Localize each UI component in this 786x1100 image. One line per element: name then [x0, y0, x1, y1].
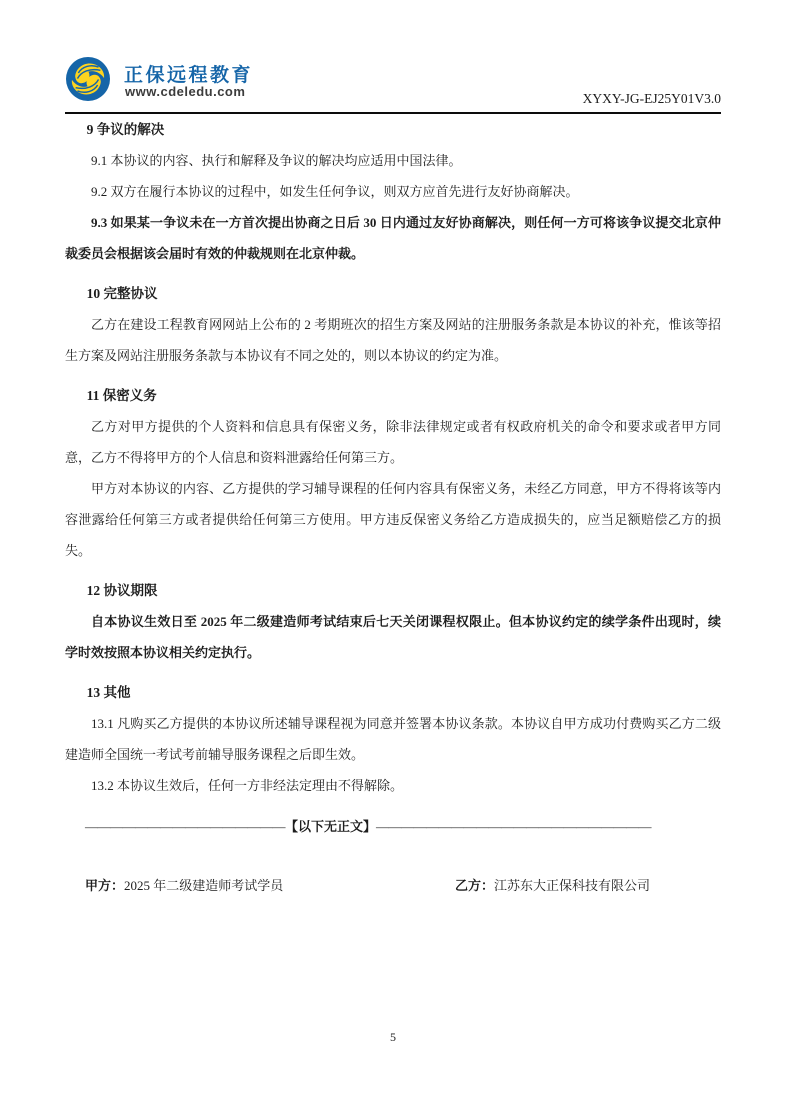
end-marker-label: 【以下无正文】 [285, 819, 377, 834]
section-10-entire-agreement [65, 278, 721, 371]
party-b-label: 乙方： [455, 878, 495, 893]
page-number: 5 [390, 1030, 396, 1044]
end-marker-right-dashes: —————————————————————— [376, 819, 652, 834]
signature-block [65, 870, 721, 901]
clause-9-1: 9.1 本协议的内容、执行和解释及争议的解决均应适用中国法律。 [91, 153, 462, 168]
party-b-signature [455, 870, 721, 901]
document-code: XYXY-JG-EJ25Y01V3.0 [582, 91, 721, 106]
page-header [0, 0, 786, 114]
end-marker-left-dashes: ———————————————— [85, 819, 285, 834]
clause-11-party-a: 甲方对本协议的内容、乙方提供的学习辅导课程的任何内容具有保密义务，未经乙方同意，甲方不得将该等内容泄露给任何第三方或者提供给任何第三方使用。甲方违反保密义务给乙方造成损失的，应当足额赔偿乙方的损失。 [65, 481, 721, 558]
section-11-confidentiality [65, 380, 721, 566]
brand-website: www.cdeledu.com [125, 84, 246, 99]
clause-9-2: 9.2 双方在履行本协议的过程中，如发生任何争议，则双方应首先进行友好协商解决。 [91, 184, 579, 199]
section-13-miscellaneous [65, 677, 721, 801]
section-heading: 10 完整协议 [86, 286, 158, 301]
end-of-text-marker [65, 811, 721, 842]
brand-name: 正保远程教育 [124, 65, 254, 86]
contract-body [65, 114, 721, 901]
party-a-signature [85, 870, 455, 901]
section-heading: 12 协议期限 [86, 583, 158, 598]
section-heading: 11 保密义务 [86, 388, 157, 403]
clause-9-3: 9.3 如果某一争议未在一方首次提出协商之日后 30 日内通过友好协商解决，则任何一方可将该争议提交北京仲裁委员会根据该会届时有效的仲裁规则在北京仲裁。 [65, 215, 721, 261]
brand-logo-icon [66, 57, 110, 101]
clause-10-body: 乙方在建设工程教育网网站上公布的 2 考期班次的招生方案及网站的注册服务条款是本协议的补充，惟该等招生方案及网站注册服务条款与本协议有不同之处的，则以本协议的约定为准。 [65, 317, 721, 363]
party-a-label: 甲方： [85, 878, 125, 893]
clause-13-1: 13.1 凡购买乙方提供的本协议所述辅导课程视为同意并签署本协议条款。本协议自甲方成功付费购买乙方二级建造师全国统一考试考前辅导服务课程之后即生效。 [65, 716, 721, 762]
party-b-value: 江苏东大正保科技有限公司 [494, 878, 651, 893]
clause-11-party-b: 乙方对甲方提供的个人资料和信息具有保密义务，除非法律规定或者有权政府机关的命令和要求或者甲方同意，乙方不得将甲方的个人信息和资料泄露给任何第三方。 [65, 419, 721, 465]
section-heading: 13 其他 [86, 685, 131, 700]
section-heading: 9 争议的解决 [86, 122, 165, 137]
clause-13-2: 13.2 本协议生效后，任何一方非经法定理由不得解除。 [91, 778, 404, 793]
party-a-value: 2025 年二级建造师考试学员 [124, 878, 284, 893]
clause-12-body: 自本协议生效日至 2025 年二级建造师考试结束后七天关闭课程权限止。但本协议约定的续学条件出现时，续学时效按照本协议相关约定执行。 [65, 614, 721, 660]
section-12-term [65, 575, 721, 668]
section-9-dispute-resolution [65, 114, 721, 269]
